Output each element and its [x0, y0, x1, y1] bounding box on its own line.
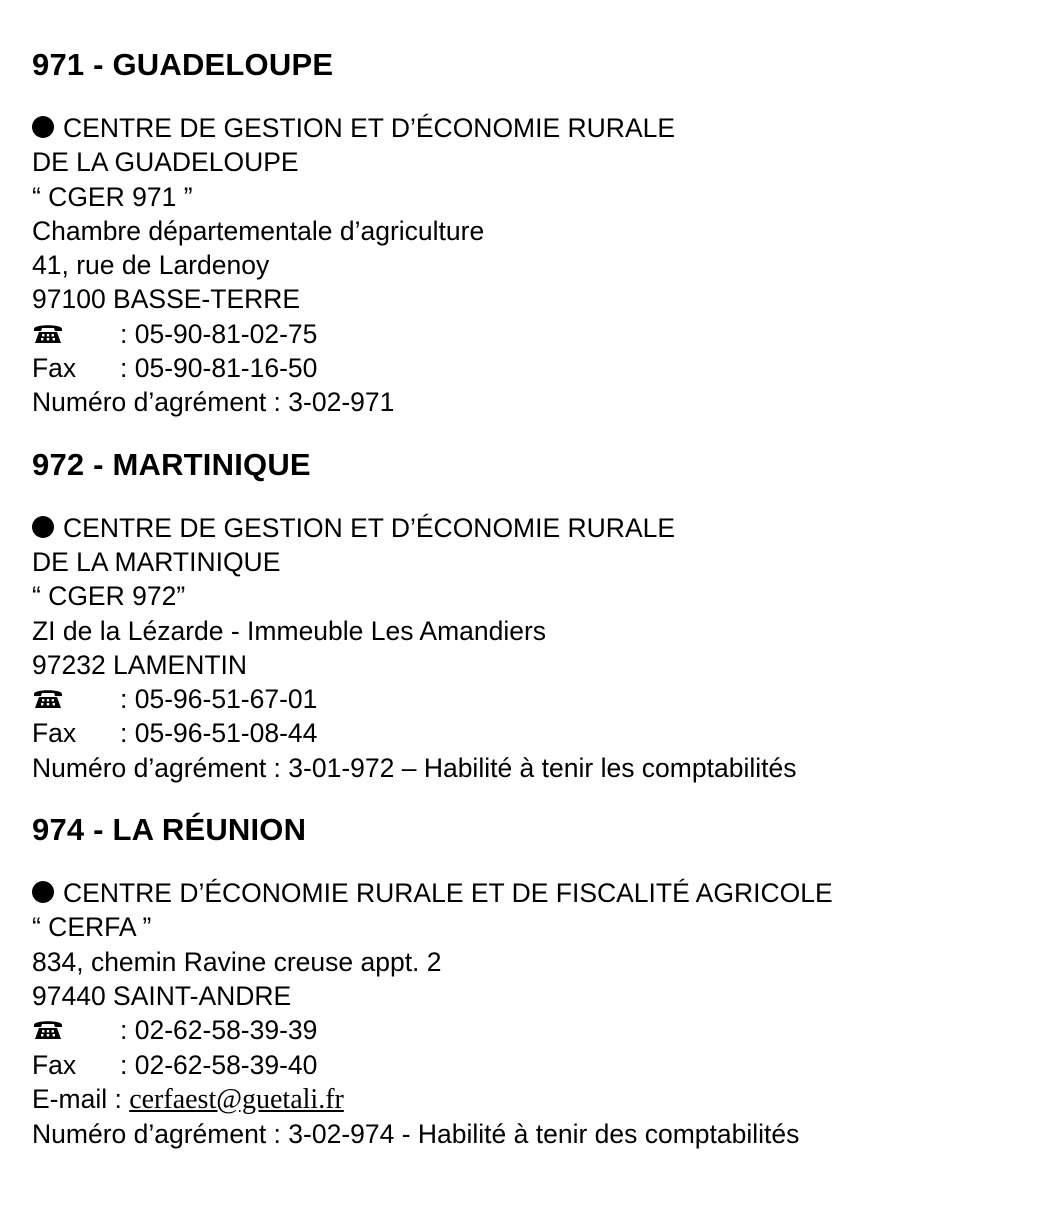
document-page [32, 46, 1022, 1151]
bullet-icon [32, 881, 54, 903]
phone-line [32, 682, 1022, 716]
fax-label: Fax [32, 718, 77, 749]
agrement-line: Numéro d’agrément : 3-01-972 – Habilité à tenir les comptabilités [32, 752, 797, 783]
agrement-line: Numéro d’agrément : 3-02-974 - Habilité à tenir des comptabilités [32, 1119, 800, 1150]
org-name: CENTRE D’ÉCONOMIE RURALE ET DE FISCALITÉ AGRICOLE [63, 878, 833, 909]
section-title: 974 - LA RÉUNION [32, 812, 307, 848]
org-name: CENTRE DE GESTION ET D’ÉCONOMIE RURALE [63, 512, 676, 543]
org-name-line-2: DE LA GUADELOUPE [32, 147, 299, 178]
address-line: ZI de la Lézarde - Immeuble Les Amandiers [32, 615, 547, 646]
org-acronym: “ CGER 972” [32, 581, 186, 612]
fax-line [32, 1048, 1022, 1082]
address-line: Chambre départementale d’agriculture [32, 215, 485, 246]
org-name-line-2: DE LA MARTINIQUE [32, 546, 281, 577]
org-entry [32, 111, 1022, 420]
section-la-reunion [32, 811, 1022, 1151]
email-link[interactable]: cerfaest@guetali.fr [129, 1083, 344, 1115]
address-line: 41, rue de Lardenoy [32, 250, 270, 281]
section-title: 971 - GUADELOUPE [32, 47, 334, 82]
org-acronym: “ CERFA ” [32, 912, 152, 943]
phone-line [32, 317, 1022, 351]
email-label: E-mail : [32, 1083, 130, 1114]
email-line [32, 1082, 1022, 1117]
section-title: 972 - MARTINIQUE [32, 446, 311, 482]
address-line: 97100 BASSE-TERRE [32, 284, 301, 315]
fax-number: : 05-90-81-16-50 [120, 353, 318, 384]
phone-number: : 05-96-51-67-01 [120, 684, 318, 715]
org-name: CENTRE DE GESTION ET D’ÉCONOMIE RURALE [63, 113, 676, 143]
phone-line [32, 1013, 1022, 1047]
section-martinique [32, 446, 1022, 811]
telephone-icon [32, 1013, 120, 1047]
agrement-line: Numéro d’agrément : 3-02-971 [32, 387, 395, 418]
org-name-line-1 [32, 511, 1022, 545]
address-line: 834, chemin Ravine creuse appt. 2 [32, 946, 442, 977]
fax-line [32, 351, 1022, 385]
address-line: 97232 LAMENTIN [32, 649, 248, 680]
org-name-line-1 [32, 111, 1022, 145]
phone-number: : 02-62-58-39-39 [120, 1015, 318, 1046]
fax-number: : 05-96-51-08-44 [120, 718, 318, 749]
org-entry [32, 511, 1022, 785]
bullet-icon [32, 516, 54, 538]
phone-number: : 05-90-81-02-75 [120, 318, 318, 349]
fax-number: : 02-62-58-39-40 [120, 1049, 318, 1080]
org-name-line-1 [32, 876, 1022, 910]
section-guadeloupe [32, 46, 1022, 446]
org-entry [32, 876, 1022, 1151]
address-line: 97440 SAINT-ANDRE [32, 980, 292, 1011]
bullet-icon [32, 116, 54, 138]
fax-label: Fax [32, 353, 77, 384]
telephone-icon [32, 317, 120, 351]
telephone-icon [32, 682, 120, 716]
fax-label: Fax [32, 1049, 77, 1080]
org-acronym: “ CGER 971 ” [32, 181, 193, 212]
fax-line [32, 716, 1022, 750]
